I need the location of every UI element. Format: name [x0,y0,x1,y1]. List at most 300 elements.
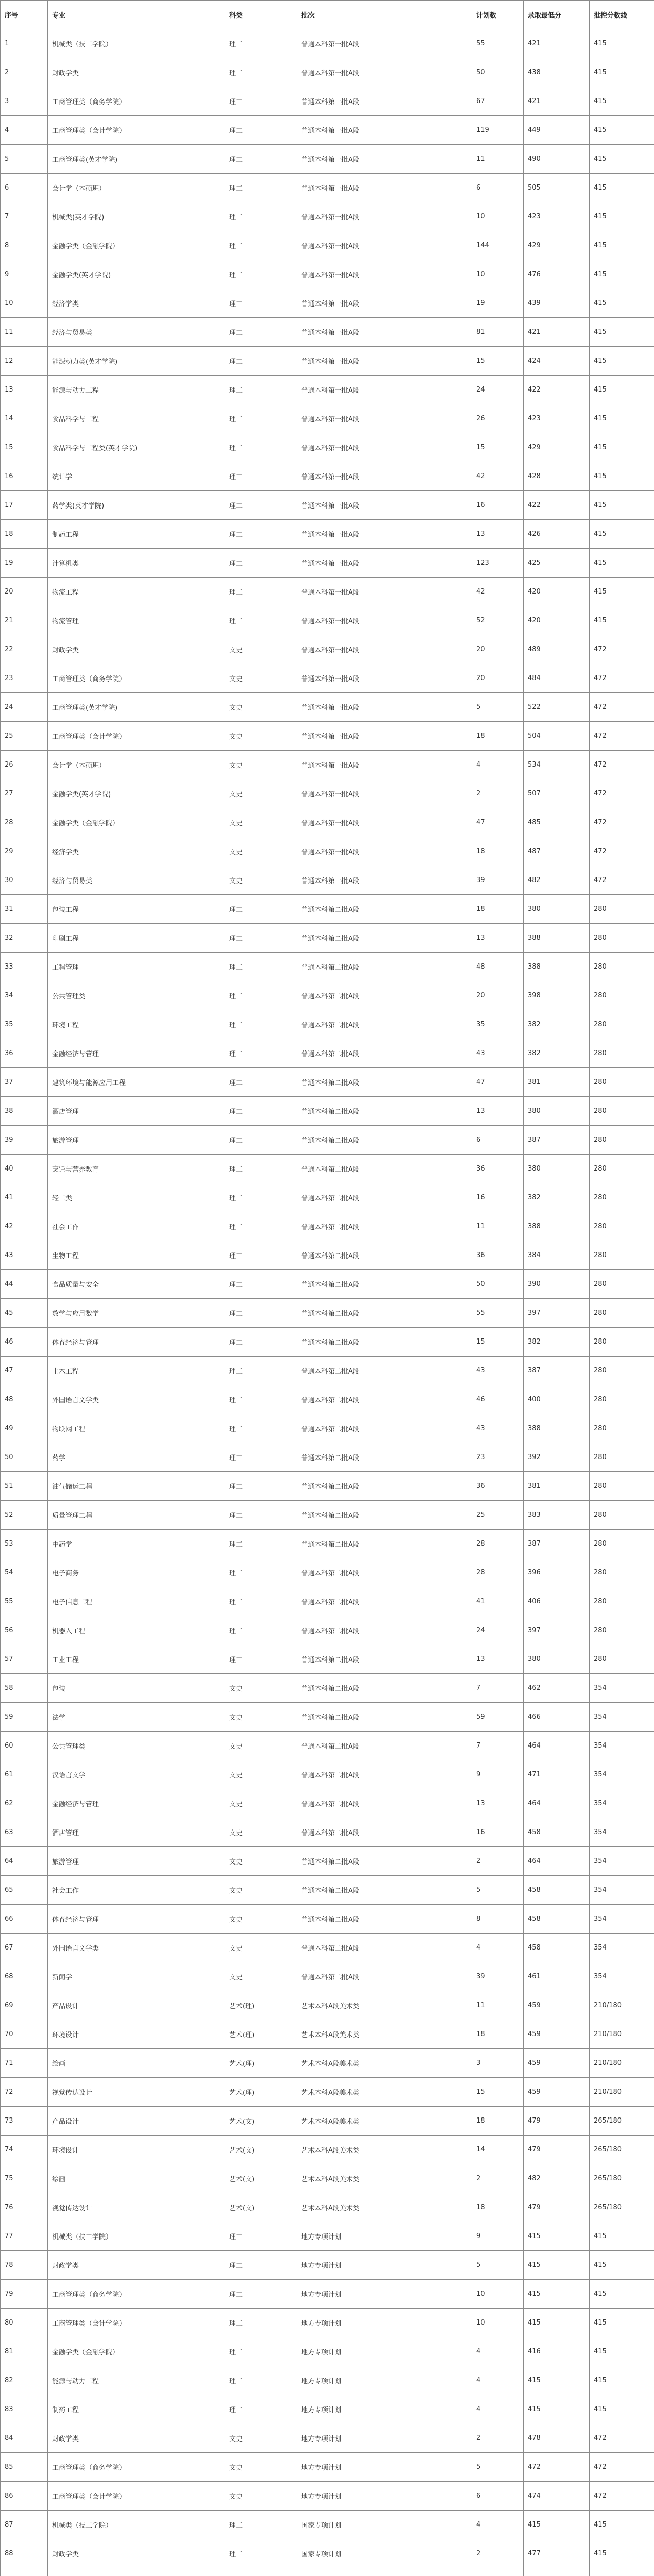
cell-plan-count: 4 [472,1934,524,1962]
cell-major: 绘画 [48,2049,225,2078]
cell-major: 法学 [48,1703,225,1732]
cell-index: 27 [1,779,48,808]
cell-batch: 普通本科第二批A段 [297,1674,472,1703]
table-row [1,2078,654,2107]
cell-category: 文史 [225,1962,297,1991]
header-plan-count: 计划数 [472,1,524,29]
cell-category: 艺术(文) [225,2136,297,2164]
cell-plan-count: 16 [472,1818,524,1847]
cell-plan-count: 10 [472,2309,524,2337]
cell-min-score: 416 [524,2337,590,2366]
cell-batch: 国家专项计划 [297,2511,472,2539]
table-row [1,1818,654,1847]
cell-min-score: 397 [524,1299,590,1328]
cell-major: 视觉传达设计 [48,2193,225,2222]
cell-index: 81 [1,2337,48,2366]
cell-plan-count: 81 [472,318,524,347]
cell-major: 油气储运工程 [48,1472,225,1501]
table-row [1,29,654,58]
header-index: 序号 [1,1,48,29]
table-row [1,145,654,174]
cell-control-line: 280 [590,1501,654,1530]
cell-min-score: 429 [524,433,590,462]
cell-category: 理工 [225,145,297,174]
table-row [1,1905,654,1934]
cell-category: 理工 [225,1587,297,1616]
table-row [1,1934,654,1962]
cell-major: 机械类（技工学院） [48,2511,225,2539]
cell-major: 工商管理类(英才学院) [48,693,225,722]
cell-index: 29 [1,837,48,866]
cell-control-line: 280 [590,1328,654,1357]
cell-control-line: 280 [590,981,654,1010]
cell-category: 理工 [225,1155,297,1183]
cell-plan-count: 39 [472,1962,524,1991]
cell-major: 环境设计 [48,2136,225,2164]
cell-batch: 普通本科第二批A段 [297,1876,472,1905]
cell-index: 67 [1,1934,48,1962]
cell-plan-count: 43 [472,1039,524,1068]
cell-category: 理工 [225,231,297,260]
cell-plan-count: 28 [472,1558,524,1587]
cell-index: 32 [1,924,48,953]
cell-batch: 普通本科第二批A段 [297,1905,472,1934]
cell-category: 理工 [225,953,297,981]
cell-major: 汉语言文学 [48,1760,225,1789]
cell-plan-count: 47 [472,1068,524,1097]
cell-control-line: 415 [590,491,654,520]
cell-category: 理工 [225,404,297,433]
cell-control-line: 415 [590,2251,654,2280]
cell-index: 72 [1,2078,48,2107]
cell-category: 理工 [225,549,297,578]
cell-control-line: 354 [590,1847,654,1876]
cell-control-line: 415 [590,145,654,174]
table-row [1,2164,654,2193]
cell-plan-count: 4 [472,2511,524,2539]
cell-min-score: 420 [524,606,590,635]
cell-category: 文史 [225,1789,297,1818]
cell-min-score: 384 [524,1241,590,1270]
cell-min-score: 398 [524,981,590,1010]
cell-batch: 普通本科第二批A段 [297,1212,472,1241]
cell-index: 80 [1,2309,48,2337]
cell-batch: 普通本科第一批A段 [297,58,472,87]
cell-batch: 普通本科第二批A段 [297,924,472,953]
cell-control-line: 415 [590,578,654,606]
cell-index [1,2568,48,2576]
cell-major: 包装工程 [48,895,225,924]
table-row [1,722,654,751]
cell-major: 环境设计 [48,2020,225,2049]
cell-category: 理工 [225,2366,297,2395]
table-row [1,1155,654,1183]
table-row [1,1732,654,1760]
cell-index: 31 [1,895,48,924]
cell-plan-count: 11 [472,1212,524,1241]
cell-batch: 普通本科第二批A段 [297,1501,472,1530]
cell-index: 70 [1,2020,48,2049]
cell-index: 76 [1,2193,48,2222]
cell-batch: 普通本科第二批A段 [297,1068,472,1097]
cell-major: 酒店管理 [48,1097,225,1126]
table-row [1,87,654,116]
cell-index: 49 [1,1414,48,1443]
cell-batch: 普通本科第二批A段 [297,1183,472,1212]
table-row [1,837,654,866]
cell-control-line: 280 [590,1299,654,1328]
cell-min-score: 459 [524,2078,590,2107]
cell-control-line: 280 [590,924,654,953]
cell-category: 文史 [225,664,297,693]
cell-min-score: 380 [524,1155,590,1183]
cell-control-line: 280 [590,1385,654,1414]
cell-control-line: 354 [590,1905,654,1934]
cell-major: 环境工程 [48,1010,225,1039]
cell-control-line: 210/180 [590,2078,654,2107]
cell-control-line: 415 [590,2395,654,2424]
table-row [1,2136,654,2164]
cell-min-score: 387 [524,1126,590,1155]
cell-major: 机器人工程 [48,1616,225,1645]
table-row [1,693,654,722]
cell-category: 理工 [225,116,297,145]
cell-index: 69 [1,1991,48,2020]
cell-major: 金融学类(英才学院) [48,779,225,808]
cell-plan-count: 9 [472,2222,524,2251]
cell-min-score: 482 [524,2164,590,2193]
cell-plan-count: 144 [472,231,524,260]
cell-major: 金融经济与管理 [48,1789,225,1818]
cell-plan-count: 46 [472,1385,524,1414]
cell-category: 理工 [225,1414,297,1443]
cell-control-line: 415 [590,2309,654,2337]
cell-control-line: 415 [590,202,654,231]
cell-control-line: 472 [590,808,654,837]
cell-index: 14 [1,404,48,433]
cell-plan-count: 11 [472,1991,524,2020]
cell-index: 88 [1,2539,48,2568]
cell-category: 理工 [225,347,297,376]
cell-control-line: 280 [590,1183,654,1212]
cell-control-line: 280 [590,1443,654,1472]
table-row [1,1558,654,1587]
cell-major: 金融经济与管理 [48,1039,225,1068]
cell-min-score: 383 [524,1501,590,1530]
cell-major: 能源与动力工程 [48,376,225,404]
cell-plan-count [472,2568,524,2576]
cell-min-score: 461 [524,1962,590,1991]
cell-control-line: 472 [590,664,654,693]
table-row [1,2511,654,2539]
table-row [1,289,654,318]
cell-category: 理工 [225,58,297,87]
cell-plan-count: 43 [472,1357,524,1385]
cell-index: 64 [1,1847,48,1876]
cell-control-line: 354 [590,1818,654,1847]
cell-min-score: 380 [524,895,590,924]
cell-major: 机械类(英才学院) [48,202,225,231]
cell-min-score: 380 [524,1645,590,1674]
table-row [1,1645,654,1674]
cell-batch: 艺术本科A段美术类 [297,2049,472,2078]
table-row [1,1443,654,1472]
cell-category: 理工 [225,87,297,116]
cell-category: 理工 [225,2511,297,2539]
cell-category: 理工 [225,260,297,289]
cell-plan-count: 10 [472,2280,524,2309]
cell-index: 78 [1,2251,48,2280]
cell-category: 文史 [225,2482,297,2511]
cell-major: 食品质量与安全 [48,1270,225,1299]
cell-plan-count: 9 [472,1760,524,1789]
cell-major: 经济与贸易类 [48,318,225,347]
cell-plan-count: 5 [472,2251,524,2280]
cell-min-score: 485 [524,808,590,837]
cell-category: 理工 [225,520,297,549]
cell-batch: 普通本科第一批A段 [297,376,472,404]
cell-category: 理工 [225,1645,297,1674]
cell-index: 1 [1,29,48,58]
table-row [1,2539,654,2568]
cell-category: 理工 [225,1385,297,1414]
cell-batch: 普通本科第二批A段 [297,1443,472,1472]
cell-batch: 普通本科第一批A段 [297,202,472,231]
cell-index: 28 [1,808,48,837]
cell-plan-count: 5 [472,2453,524,2482]
cell-index: 6 [1,174,48,202]
cell-plan-count: 13 [472,1645,524,1674]
cell-index: 87 [1,2511,48,2539]
cell-batch: 普通本科第二批A段 [297,895,472,924]
cell-category: 文史 [225,1847,297,1876]
cell-control-line: 280 [590,1472,654,1501]
cell-control-line: 472 [590,866,654,895]
cell-plan-count: 16 [472,1183,524,1212]
cell-batch: 普通本科第一批A段 [297,29,472,58]
cell-plan-count: 4 [472,751,524,779]
cell-control-line: 280 [590,1645,654,1674]
cell-index: 38 [1,1097,48,1126]
cell-index: 7 [1,202,48,231]
cell-min-score: 476 [524,260,590,289]
cell-control-line: 280 [590,1097,654,1126]
cell-category: 艺术(理) [225,1991,297,2020]
cell-batch: 普通本科第一批A段 [297,404,472,433]
table-row [1,347,654,376]
cell-control-line: 415 [590,2539,654,2568]
table-row [1,2395,654,2424]
cell-index: 23 [1,664,48,693]
cell-control-line: 210/180 [590,2049,654,2078]
cell-major: 工商管理类（商务学院） [48,87,225,116]
cell-min-score: 458 [524,1876,590,1905]
cell-batch: 普通本科第一批A段 [297,145,472,174]
cell-index: 16 [1,462,48,491]
cell-plan-count: 20 [472,664,524,693]
cell-major: 经济学类 [48,837,225,866]
cell-index: 33 [1,953,48,981]
cell-category: 文史 [225,1876,297,1905]
cell-plan-count: 36 [472,1155,524,1183]
table-row [1,2193,654,2222]
cell-category: 理工 [225,1126,297,1155]
cell-min-score: 420 [524,578,590,606]
cell-min-score: 392 [524,1443,590,1472]
cell-category: 理工 [225,924,297,953]
table-header [1,1,654,29]
cell-min-score: 387 [524,1530,590,1558]
cell-min-score: 422 [524,376,590,404]
cell-category: 文史 [225,1905,297,1934]
cell-control-line: 415 [590,404,654,433]
cell-min-score: 459 [524,2049,590,2078]
cell-control-line: 280 [590,1270,654,1299]
cell-control-line: 472 [590,751,654,779]
cell-index: 85 [1,2453,48,2482]
cell-batch: 普通本科第二批A段 [297,1732,472,1760]
table-row [1,1674,654,1703]
cell-min-score: 382 [524,1328,590,1357]
cell-category: 理工 [225,2539,297,2568]
cell-plan-count: 47 [472,808,524,837]
cell-batch: 普通本科第一批A段 [297,635,472,664]
cell-major: 中药学 [48,1530,225,1558]
cell-category: 理工 [225,462,297,491]
cell-plan-count: 18 [472,895,524,924]
cell-min-score: 424 [524,347,590,376]
cell-plan-count: 24 [472,376,524,404]
cell-major: 金融学类（金融学院） [48,2337,225,2366]
cell-control-line: 354 [590,1962,654,1991]
cell-major: 外国语言文学类 [48,1385,225,1414]
cell-major: 统计学 [48,462,225,491]
cell-batch: 普通本科第二批A段 [297,1010,472,1039]
cell-index: 20 [1,578,48,606]
cell-control-line: 415 [590,116,654,145]
cell-min-score: 381 [524,1068,590,1097]
cell-index: 40 [1,1155,48,1183]
cell-major: 财政学类 [48,2424,225,2453]
cell-min-score: 415 [524,2280,590,2309]
cell-min-score: 381 [524,1472,590,1501]
cell-category: 理工 [225,1501,297,1530]
cell-category: 文史 [225,1703,297,1732]
cell-min-score: 415 [524,2309,590,2337]
cell-plan-count: 48 [472,953,524,981]
cell-category: 理工 [225,1039,297,1068]
cell-batch: 普通本科第二批A段 [297,953,472,981]
cell-major: 金融学类(英才学院) [48,260,225,289]
cell-major: 电子信息工程 [48,1587,225,1616]
cell-control-line: 280 [590,1068,654,1097]
cell-category: 理工 [225,2251,297,2280]
table-row [1,2280,654,2309]
table-row [1,58,654,87]
cell-major: 计算机类 [48,549,225,578]
cell-min-score: 504 [524,722,590,751]
cell-batch: 普通本科第二批A段 [297,1789,472,1818]
cell-plan-count: 5 [472,693,524,722]
cell-batch: 艺术本科A段美术类 [297,2164,472,2193]
cell-batch: 普通本科第一批A段 [297,174,472,202]
cell-batch: 普通本科第二批A段 [297,1847,472,1876]
cell-batch: 艺术本科A段美术类 [297,1991,472,2020]
cell-control-line: 472 [590,722,654,751]
cell-plan-count: 20 [472,635,524,664]
cell-control-line: 265/180 [590,2136,654,2164]
cell-control-line [590,2568,654,2576]
cell-category: 理工 [225,491,297,520]
cell-category: 理工 [225,895,297,924]
cell-major: 土木工程 [48,1357,225,1385]
cell-plan-count: 28 [472,1530,524,1558]
cell-plan-count: 5 [472,1876,524,1905]
cell-control-line: 472 [590,837,654,866]
cell-index: 17 [1,491,48,520]
cell-batch: 普通本科第二批A段 [297,1126,472,1155]
cell-batch: 普通本科第二批A段 [297,981,472,1010]
table-row [1,2251,654,2280]
cell-category: 文史 [225,722,297,751]
table-row [1,779,654,808]
cell-major: 食品科学与工程 [48,404,225,433]
cell-index: 8 [1,231,48,260]
cell-plan-count: 59 [472,1703,524,1732]
cell-index: 26 [1,751,48,779]
cell-major: 社会工作 [48,1212,225,1241]
cell-category: 理工 [225,2280,297,2309]
cell-category: 理工 [225,1328,297,1357]
cell-control-line: 354 [590,1876,654,1905]
cell-major: 体育经济与管理 [48,1328,225,1357]
cell-control-line: 415 [590,462,654,491]
cell-plan-count: 20 [472,981,524,1010]
cell-plan-count: 10 [472,260,524,289]
cell-plan-count: 15 [472,1328,524,1357]
cell-major: 印刷工程 [48,924,225,953]
cell-major: 财政学类 [48,635,225,664]
cell-category: 理工 [225,1616,297,1645]
cell-category: 理工 [225,1558,297,1587]
cell-category: 理工 [225,981,297,1010]
cell-index: 10 [1,289,48,318]
cell-major: 旅游管理 [48,1847,225,1876]
cell-batch: 地方专项计划 [297,2309,472,2337]
cell-index: 18 [1,520,48,549]
table-row [1,1068,654,1097]
cell-batch: 地方专项计划 [297,2424,472,2453]
cell-batch: 普通本科第一批A段 [297,491,472,520]
table-row [1,924,654,953]
cell-min-score: 464 [524,1847,590,1876]
cell-min-score: 429 [524,231,590,260]
cell-category: 理工 [225,1270,297,1299]
cell-major: 视觉传达设计 [48,2078,225,2107]
cell-major: 旅游管理 [48,1126,225,1155]
table-row [1,1472,654,1501]
cell-batch: 普通本科第一批A段 [297,347,472,376]
cell-major: 物流工程 [48,578,225,606]
cell-control-line: 354 [590,1674,654,1703]
cell-index: 57 [1,1645,48,1674]
cell-plan-count: 13 [472,520,524,549]
cell-index: 56 [1,1616,48,1645]
cell-min-score: 406 [524,1587,590,1616]
cell-category: 艺术(理) [225,2078,297,2107]
cell-index: 3 [1,87,48,116]
cell-index: 63 [1,1818,48,1847]
